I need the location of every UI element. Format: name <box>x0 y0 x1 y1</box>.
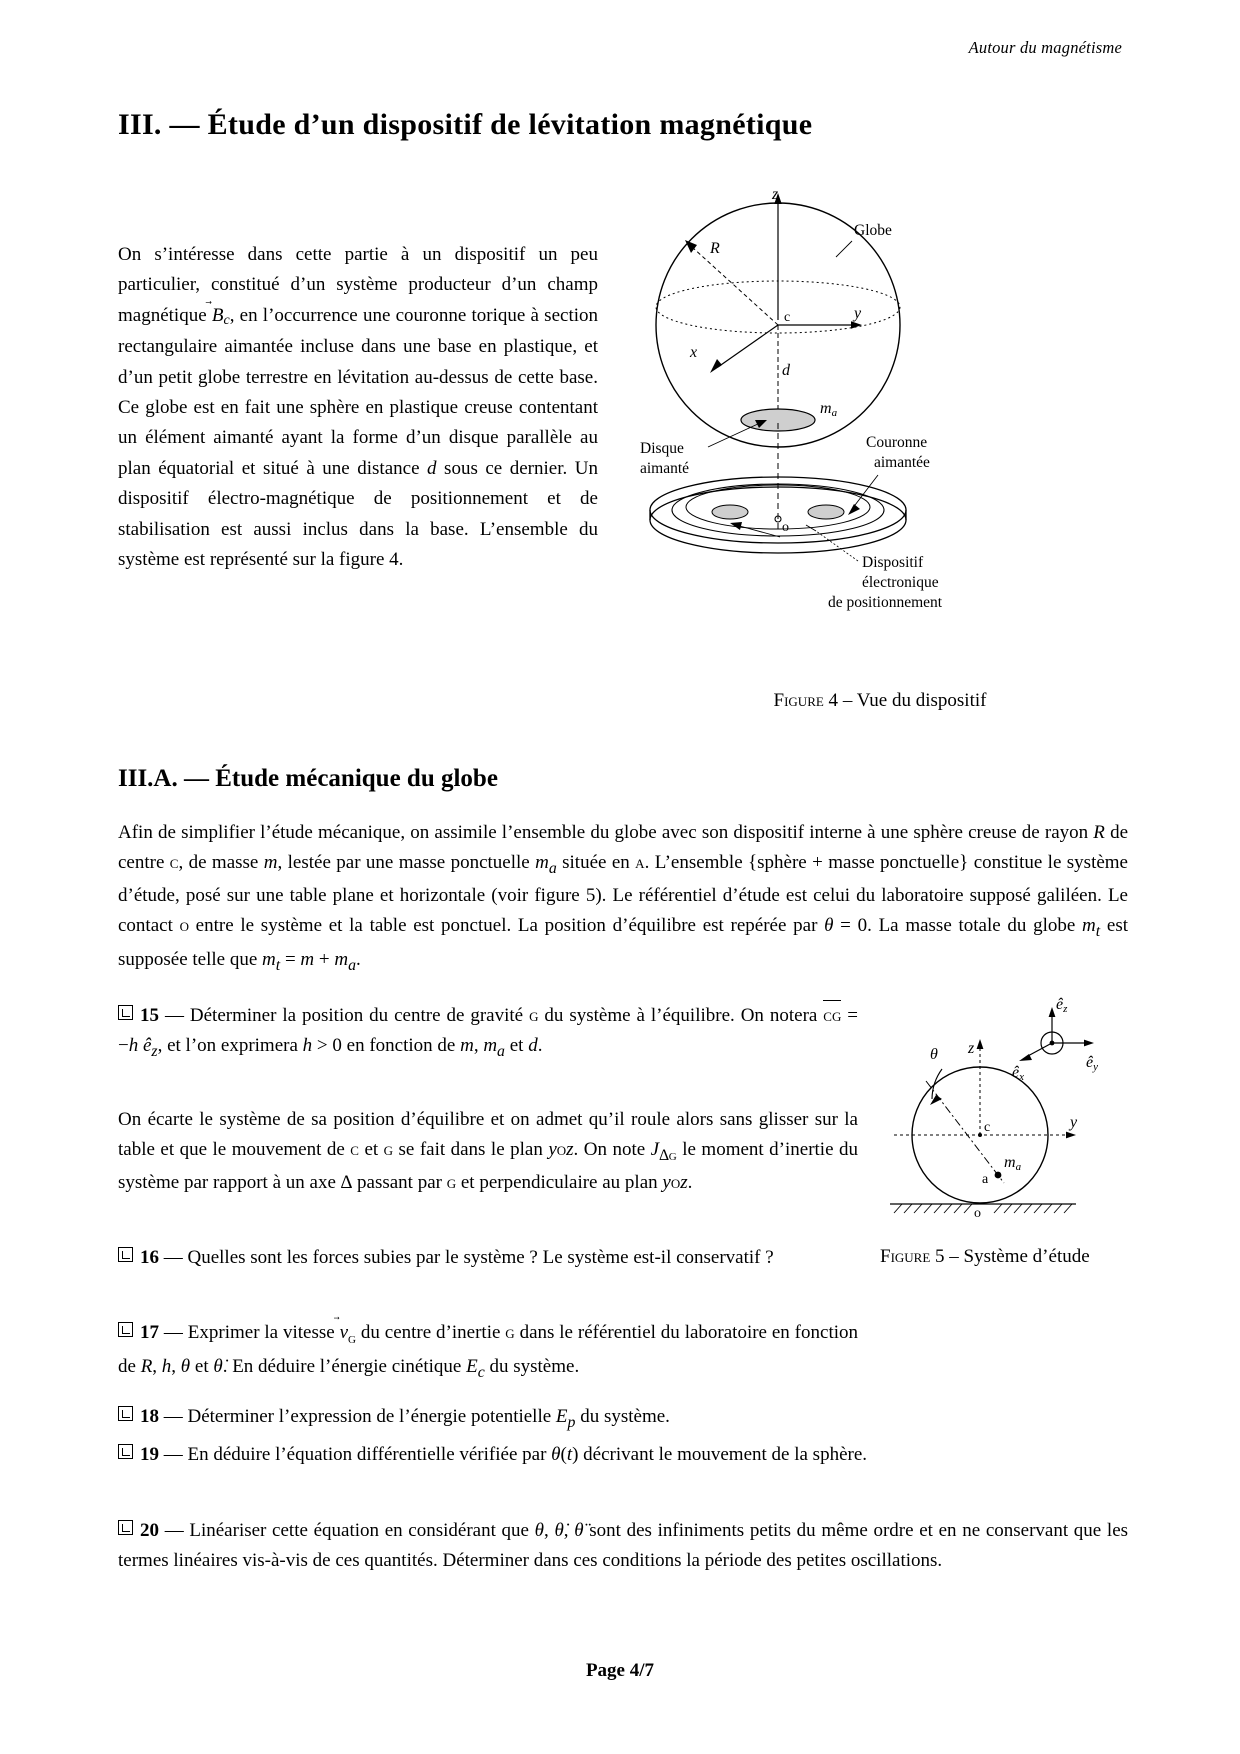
paragraph-ecarte: On écarte le système de sa position d’équilibre et on admet qu’il roule alors sans glisser sur la table et que le mouvement de c et g se fait dans le plan yoz. On note $J_{\Delta g}$ le moment d’inertie du système par rapport à un axe ∆ passant par g et perpendiculaire au plan yoz. <box>118 1109 859 1194</box>
figure-5-illustration <box>880 995 1130 1235</box>
label-e-x: êx <box>1012 1064 1024 1083</box>
label-d: d <box>782 362 790 379</box>
figure-4-svg <box>630 185 1130 625</box>
label-dispositif-line1: Dispositif <box>862 554 924 571</box>
question-number: 19 <box>140 1444 159 1465</box>
question-15: 15 — Déterminer la position du centre de gravité g du système à l’équilibre. On notera cg = −h $ê_z$, et l’on exprimera h > 0 en fonction de m, $m_a$ et d. <box>118 1000 858 1064</box>
label-theta: θ <box>930 1046 938 1063</box>
label-point-c-f5: c <box>984 1120 991 1135</box>
question-number: 20 <box>140 1520 159 1541</box>
label-z-axis: z <box>772 186 779 203</box>
page-title: III. — Étude d’un dispositif de lévitation magnétique <box>118 108 813 141</box>
running-header: Autour du magnétisme <box>968 38 1122 57</box>
label-disque-line1: Disque <box>640 440 684 457</box>
label-dispositif-line3: de positionnement <box>828 594 943 611</box>
checkbox-icon <box>118 1005 133 1020</box>
figure-4-caption <box>630 690 1130 712</box>
figure-5-svg <box>880 995 1130 1235</box>
label-couronne-line2: aimantée <box>874 454 930 471</box>
question-number: 15 <box>140 1005 159 1026</box>
question-19: 19 — En déduire l’équation différentielle vérifiée par θ(t) décrivant le mouvement de la sphère. <box>118 1440 1128 1470</box>
label-e-z: êz <box>1056 996 1068 1015</box>
page-footer: Page 4/7 <box>585 1660 655 1681</box>
question-16 <box>118 1243 858 1273</box>
label-point-o-f5: o <box>974 1206 981 1221</box>
label-y: y <box>1070 1114 1078 1131</box>
question-dash: — <box>163 1444 183 1465</box>
label-disque-line2: aimanté <box>640 460 690 477</box>
label-dispositif-line2: électronique <box>862 574 939 591</box>
label-point-o: o <box>782 520 789 535</box>
figure-4-illustration <box>630 185 1130 625</box>
question-dash: — <box>163 1322 183 1343</box>
paragraph-afin: Afin de simplifier l’étude mécanique, on assimile l’ensemble du globe avec son dispositif interne à une sphère creuse de rayon R de centre c, de masse m, lestée par une masse ponctuelle $m_a$ située en a. L’ensemble {sphère + masse ponctuelle} constitue le système d’étude, posé sur une table plane et horizontale (voir figure 5). Le référentiel d’étude est celui du laboratoire supposé galiléen. Le contact o entre le système et la table est ponctuel. La position d’équilibre est repérée par θ = 0. La masse totale du globe $m_t$ est supposée telle que $m_t = m + m_a$. <box>118 822 1128 974</box>
question-text: Quelles sont les forces subies par le système ? Le système est-il conservatif ? <box>187 1247 774 1268</box>
question-dash: — <box>164 1520 184 1541</box>
question-number: 18 <box>140 1406 159 1427</box>
question-dash: — <box>164 1005 184 1026</box>
label-globe: Globe <box>854 222 892 239</box>
label-y-axis: y <box>854 305 862 322</box>
checkbox-icon <box>118 1322 133 1337</box>
question-number: 17 <box>140 1322 159 1343</box>
checkbox-icon <box>118 1247 133 1262</box>
subsection-title: III.A. — Étude mécanique du globe <box>118 765 498 792</box>
question-dash: — <box>163 1247 183 1268</box>
question-17: 17 — Exprimer la vitesse v $_g$ du centre d’inertie g dans le référentiel du laboratoire en fonction de R, h, θ et θ̇. En déduire l’énergie cinétique $E_c$ du système. <box>118 1322 858 1381</box>
question-20: 20 — Linéariser cette équation en considérant que θ, θ̇, θ̈ sont des infiniments petits du même ordre et en ne conservant que les termes linéaires vis-à-vis de ces quantités. Déterminer dans ces conditions la période des petites oscillations. <box>118 1520 1129 1571</box>
question-18: 18 — Déterminer l’expression de l’énergie potentielle $E_p$ du système. <box>118 1402 1128 1436</box>
label-couronne-line1: Couronne <box>866 434 928 451</box>
label-point-a: a <box>982 1172 989 1187</box>
label-e-y: êy <box>1086 1054 1098 1073</box>
intro-paragraph: On s’intéresse dans cette partie à un dispositif un peu particulier, constitué d’un système producteur d’un champ magnétique B c, en l’occurrence une couronne torique à section rectangulaire aimantée incluse dans une base en plastique, et d’un petit globe terrestre en lévitation au-dessus de cette base. Ce globe est en fait une sphère en plastique creuse contentant un élément aimanté ayant la forme d’un disque parallèle au plan équatorial et situé à une distance d sous ce dernier. Un dispositif électro-magnétique de positionnement et de stabilisation est aussi inclus dans la base. L’ensemble du système est représenté sur la figure 4. <box>118 244 598 570</box>
figure-5-caption <box>880 1243 1130 1271</box>
label-point-c: c <box>784 310 791 325</box>
figure-5-caption-text: – Système d’étude <box>949 1246 1090 1267</box>
question-number: 16 <box>140 1247 159 1268</box>
label-R: R <box>710 240 720 257</box>
checkbox-icon <box>118 1444 133 1459</box>
figure-4-caption-text: – Vue du dispositif <box>842 690 987 711</box>
label-x-axis: x <box>690 344 698 361</box>
figure-4-caption-label: Figure 4 <box>773 690 839 711</box>
checkbox-icon <box>118 1406 133 1421</box>
figure-5-caption-label: Figure 5 <box>880 1246 945 1267</box>
label-ma-f5: ma <box>1004 1154 1022 1173</box>
question-dash: — <box>163 1406 183 1427</box>
checkbox-icon <box>118 1520 133 1535</box>
label-ma: ma <box>820 400 838 419</box>
label-z: z <box>968 1040 975 1057</box>
